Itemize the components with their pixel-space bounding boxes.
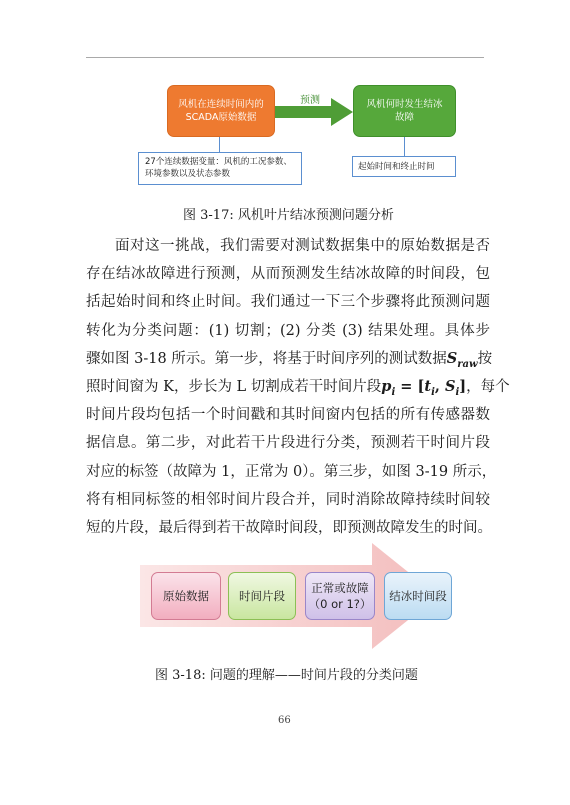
figure-3-18-caption: 图 3-18: 问题的理解——时间片段的分类问题 bbox=[155, 668, 418, 683]
figure-3-17-caption: 图 3-17: 风机叶片结冰预测问题分析 bbox=[183, 208, 394, 223]
body-line-1: 面对这一挑战，我们需要对测试数据集中的原始数据是否 bbox=[115, 238, 490, 254]
body-line-7: 时间片段均包括一个时间戳和其时间窗内包括的所有传感器数 bbox=[86, 407, 490, 424]
body-line-5: 骤如图 3-18 所示。第一步，将基于时间序列的测试数据$S_{raw}$按 bbox=[86, 349, 493, 370]
icing-fault-label: 风机何时发生结冰故障 bbox=[366, 99, 443, 123]
output-note-connector bbox=[404, 137, 405, 156]
stage-normal-or-fault-line1: 正常或故障 bbox=[311, 581, 369, 595]
stage-normal-or-fault-line2: （0 or 1?） bbox=[308, 597, 372, 611]
body-line-11: 短的片段，最后得到若干故障时间段，即预测故障发生的时间。 bbox=[86, 519, 492, 536]
body-line-2: 存在结冰故障进行预测，从而预测发生结冰故障的时间段，包 bbox=[86, 266, 490, 283]
predict-label: 预测 bbox=[300, 95, 320, 106]
input-note-connector bbox=[219, 137, 220, 152]
page-number: 66 bbox=[278, 715, 291, 726]
stage-raw-data: 原始数据 bbox=[151, 572, 221, 620]
stage-normal-or-fault bbox=[305, 572, 375, 620]
stage-icing-periods: 结冰时间段 bbox=[384, 572, 452, 620]
output-time-note: 起始时间和终止时间 bbox=[352, 156, 456, 177]
body-line-6: 照时间窗为 K，步长为 L 切割成若干时间片段$p_i = [t_i$, $S_i$]，每个 bbox=[86, 377, 510, 398]
icing-fault-box bbox=[353, 85, 456, 137]
body-line-3: 括起始时间和终止时间。我们通过一下三个步骤将此预测问题 bbox=[86, 294, 490, 311]
stage-time-segments: 时间片段 bbox=[228, 572, 296, 620]
body-line-10: 将有相同标签的相邻时间片段合并，同时消除故障持续时间较 bbox=[86, 491, 490, 508]
header-rule bbox=[86, 57, 484, 58]
math-p-i: $p_i = [t_i$, $S_i$] bbox=[381, 377, 467, 398]
body-paragraph bbox=[86, 232, 510, 542]
scada-data-label: 风机在连续时间内的SCADA原始数据 bbox=[178, 99, 264, 123]
scada-data-box bbox=[167, 85, 275, 137]
body-line-4: 转化为分类问题：(1) 切割；(2) 分类 (3) 结果处理。具体步 bbox=[86, 322, 490, 339]
input-variables-note: 27个连续数据变量：风机的工况参数、环境参数以及状态参数 bbox=[138, 152, 302, 185]
body-line-8: 据信息。第二步，对此若干片段进行分类，预测若干时间片段 bbox=[86, 435, 490, 452]
body-line-9: 对应的标签（故障为 1，正常为 0）。第三步，如图 3-19 所示， bbox=[86, 463, 497, 480]
math-s-raw: $S_{raw}$ bbox=[446, 349, 478, 370]
